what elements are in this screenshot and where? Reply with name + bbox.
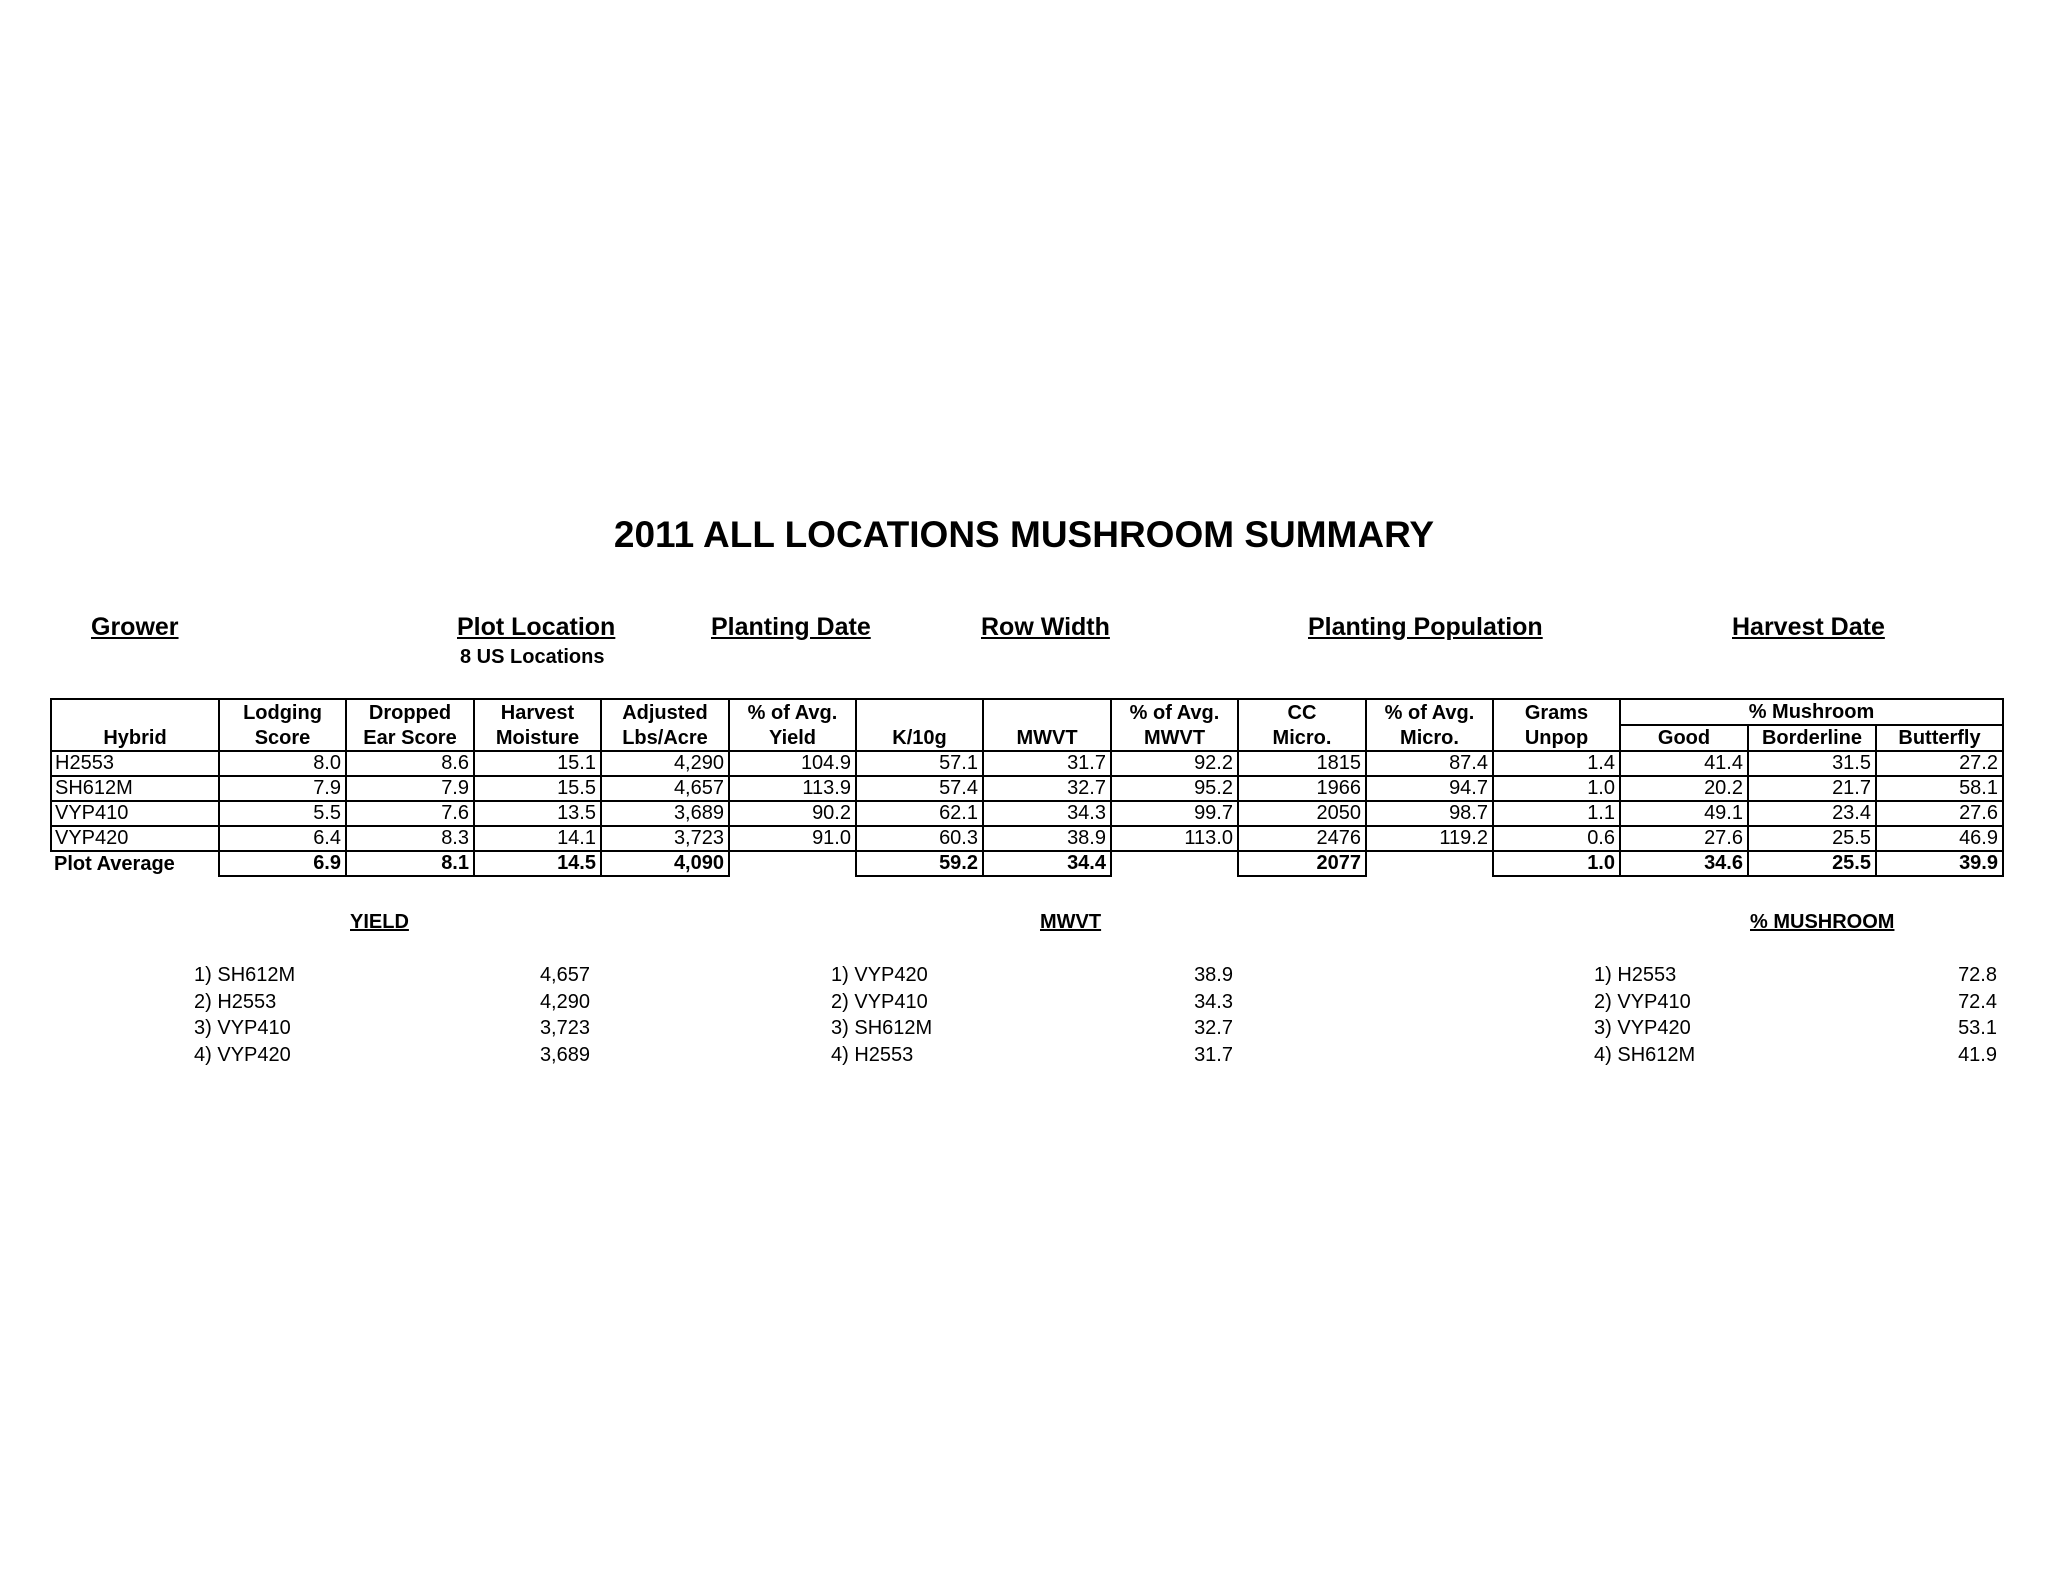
list-item [194,1015,590,1042]
average-cell-empty [1111,851,1238,876]
col-header: Micro. [1238,725,1366,751]
average-cell: 14.5 [474,851,601,876]
table-cell: 20.2 [1620,776,1748,801]
rank-value: 72.4 [1958,990,1997,1013]
col-header: Score [219,725,346,751]
average-cell: 34.6 [1620,851,1748,876]
average-cell-empty [729,851,856,876]
table-cell: 13.5 [474,801,601,826]
rank-hybrid: VYP420 [1617,1017,1691,1039]
table-cell: 27.2 [1876,751,2003,776]
list-item [1594,989,1997,1016]
table-cell: 3,723 [601,826,729,851]
list-item [1594,1015,1997,1042]
table-cell: 1.1 [1493,801,1620,826]
table-cell: 57.1 [856,751,983,776]
average-cell: 39.9 [1876,851,2003,876]
average-cell: 6.9 [219,851,346,876]
table-cell: 31.7 [983,751,1111,776]
table-cell: 1.0 [1493,776,1620,801]
yield-ranking-list [194,962,590,1068]
table-cell: 4,290 [601,751,729,776]
col-header-top: Dropped [346,699,474,725]
table-cell: 58.1 [1876,776,2003,801]
rank-value: 34.3 [1194,990,1233,1013]
table-cell: 8.0 [219,751,346,776]
table-cell: 7.6 [346,801,474,826]
table-cell: 1966 [1238,776,1366,801]
col-header: MWVT [983,725,1111,751]
col-header: Yield [729,725,856,751]
hybrid-cell: SH612M [51,776,219,801]
rank-number: 2) [194,990,212,1013]
plot-average-label: Plot Average [54,852,175,875]
mwvt-ranking-title: MWVT [1040,911,1102,933]
table-cell: 1815 [1238,751,1366,776]
planting-population-label: Planting Population [1308,613,1543,641]
average-cell: 4,090 [601,851,729,876]
col-header-top [856,699,983,725]
table-cell: 15.1 [474,751,601,776]
col-header-top: % of Avg. [1111,699,1238,725]
table-cell: 2476 [1238,826,1366,851]
table-row [51,776,2003,801]
harvest-date-label: Harvest Date [1732,613,1885,641]
col-header-top [983,699,1111,725]
table-cell: 34.3 [983,801,1111,826]
table-cell: 8.6 [346,751,474,776]
rank-hybrid: H2553 [854,1043,914,1066]
col-header: Micro. [1366,725,1493,751]
table-cell: 7.9 [346,776,474,801]
summary-table [50,698,2004,877]
table-cell: 95.2 [1111,776,1238,801]
table-cell: 27.6 [1876,801,2003,826]
rank-number: 1) [1594,964,1612,986]
table-cell: 98.7 [1366,801,1493,826]
col-header-top: % of Avg. [1366,699,1493,725]
table-cell: 1.4 [1493,751,1620,776]
plot-average-row [51,851,2003,876]
hybrid-cell: H2553 [51,751,219,776]
table-cell: 90.2 [729,801,856,826]
average-cell: 8.1 [346,851,474,876]
col-header: Borderline [1748,725,1876,751]
table-cell: 62.1 [856,801,983,826]
plot-location-label: Plot Location [457,613,616,641]
table-cell: 92.2 [1111,751,1238,776]
page-title: 2011 ALL LOCATIONS MUSHROOM SUMMARY [613,514,1435,555]
table-cell: 113.9 [729,776,856,801]
rank-value: 38.9 [1194,964,1233,986]
rank-hybrid: SH612M [1617,1043,1696,1066]
average-cell: 59.2 [856,851,983,876]
rank-number: 2) [1594,990,1612,1013]
table-row [51,801,2003,826]
yield-ranking-title: YIELD [350,911,409,933]
list-item [831,1042,1233,1069]
plot-location-value: 8 US Locations [460,646,605,668]
rank-hybrid: VYP410 [1617,990,1691,1013]
header-row-bottom [51,725,2003,751]
mushroom-group-header: % Mushroom [1620,699,2003,725]
rank-number: 3) [194,1017,212,1039]
list-item [831,962,1233,989]
grower-label: Grower [91,613,179,641]
row-width-label: Row Width [981,613,1110,641]
col-header-hybrid: Hybrid [51,725,219,751]
list-item [1594,962,1997,989]
table-cell: 25.5 [1748,826,1876,851]
header-row-top [51,699,2003,725]
rank-hybrid: VYP420 [217,1043,291,1066]
table-cell: 3,689 [601,801,729,826]
table-cell: 99.7 [1111,801,1238,826]
rank-number: 4) [194,1043,212,1066]
table-cell: 94.7 [1366,776,1493,801]
hybrid-cell: VYP420 [51,826,219,851]
table-cell: 60.3 [856,826,983,851]
col-header: K/10g [856,725,983,751]
table-cell: 38.9 [983,826,1111,851]
table-cell: 6.4 [219,826,346,851]
rank-hybrid: SH612M [854,1017,933,1039]
table-cell: 8.3 [346,826,474,851]
table-cell: 5.5 [219,801,346,826]
list-item [194,989,590,1016]
table-cell: 41.4 [1620,751,1748,776]
planting-date-label: Planting Date [711,613,871,641]
list-item [194,1042,590,1069]
list-item [194,962,590,989]
average-cell: 25.5 [1748,851,1876,876]
col-header: Good [1620,725,1748,751]
mushroom-ranking-list [1594,962,1997,1068]
rank-hybrid: SH612M [217,964,296,986]
rank-hybrid: VYP420 [854,964,928,986]
table-row [51,826,2003,851]
col-header: Unpop [1493,725,1620,751]
table-cell: 119.2 [1366,826,1493,851]
col-header-top [51,699,219,725]
table-cell: 21.7 [1748,776,1876,801]
table-cell: 104.9 [729,751,856,776]
rank-hybrid: VYP410 [854,990,928,1013]
rank-number: 1) [194,964,212,986]
average-cell: 2077 [1238,851,1366,876]
rank-hybrid: H2553 [1617,964,1677,986]
col-header-top: Harvest [474,699,601,725]
table-cell: 87.4 [1366,751,1493,776]
table-cell: 27.6 [1620,826,1748,851]
rank-number: 3) [1594,1017,1612,1039]
table-cell: 14.1 [474,826,601,851]
rank-value: 53.1 [1958,1017,1997,1039]
rank-value: 4,290 [539,990,590,1013]
list-item [1594,1042,1997,1069]
hybrid-cell: VYP410 [51,801,219,826]
table-cell: 0.6 [1493,826,1620,851]
average-cell-empty [1366,851,1493,876]
table-cell: 15.5 [474,776,601,801]
rank-hybrid: VYP410 [217,1017,291,1039]
table-cell: 7.9 [219,776,346,801]
average-cell: 1.0 [1493,851,1620,876]
table-cell: 113.0 [1111,826,1238,851]
col-header: Ear Score [346,725,474,751]
rank-value: 3,723 [539,1017,590,1039]
rank-number: 4) [831,1043,849,1066]
rank-hybrid: H2553 [217,990,277,1013]
list-item [831,1015,1233,1042]
average-cell: 34.4 [983,851,1111,876]
col-header: Butterfly [1876,725,2003,751]
col-header-top: CC [1238,699,1366,725]
list-item [831,989,1233,1016]
rank-value: 31.7 [1194,1043,1233,1066]
table-cell: 57.4 [856,776,983,801]
table-cell: 23.4 [1748,801,1876,826]
col-header-top: Grams [1493,699,1620,725]
table-cell: 46.9 [1876,826,2003,851]
col-header: MWVT [1111,725,1238,751]
rank-number: 3) [831,1017,849,1039]
col-header-top: Adjusted [601,699,729,725]
table-cell: 32.7 [983,776,1111,801]
rank-number: 4) [1594,1043,1612,1066]
rank-number: 1) [831,964,849,986]
col-header-top: Lodging [219,699,346,725]
table-cell: 2050 [1238,801,1366,826]
col-header: Lbs/Acre [601,725,729,751]
col-header-top: % of Avg. [729,699,856,725]
rank-number: 2) [831,990,849,1013]
table-cell: 49.1 [1620,801,1748,826]
rank-value: 4,657 [539,964,590,986]
table-row [51,751,2003,776]
mwvt-ranking-list [831,962,1233,1068]
table-cell: 91.0 [729,826,856,851]
table-cell: 4,657 [601,776,729,801]
rank-value: 3,689 [539,1043,590,1066]
rank-value: 41.9 [1958,1043,1997,1066]
rank-value: 72.8 [1958,964,1997,986]
rank-value: 32.7 [1194,1017,1233,1039]
mushroom-ranking-title: % MUSHROOM [1750,911,1895,933]
col-header: Moisture [474,725,601,751]
table-cell: 31.5 [1748,751,1876,776]
